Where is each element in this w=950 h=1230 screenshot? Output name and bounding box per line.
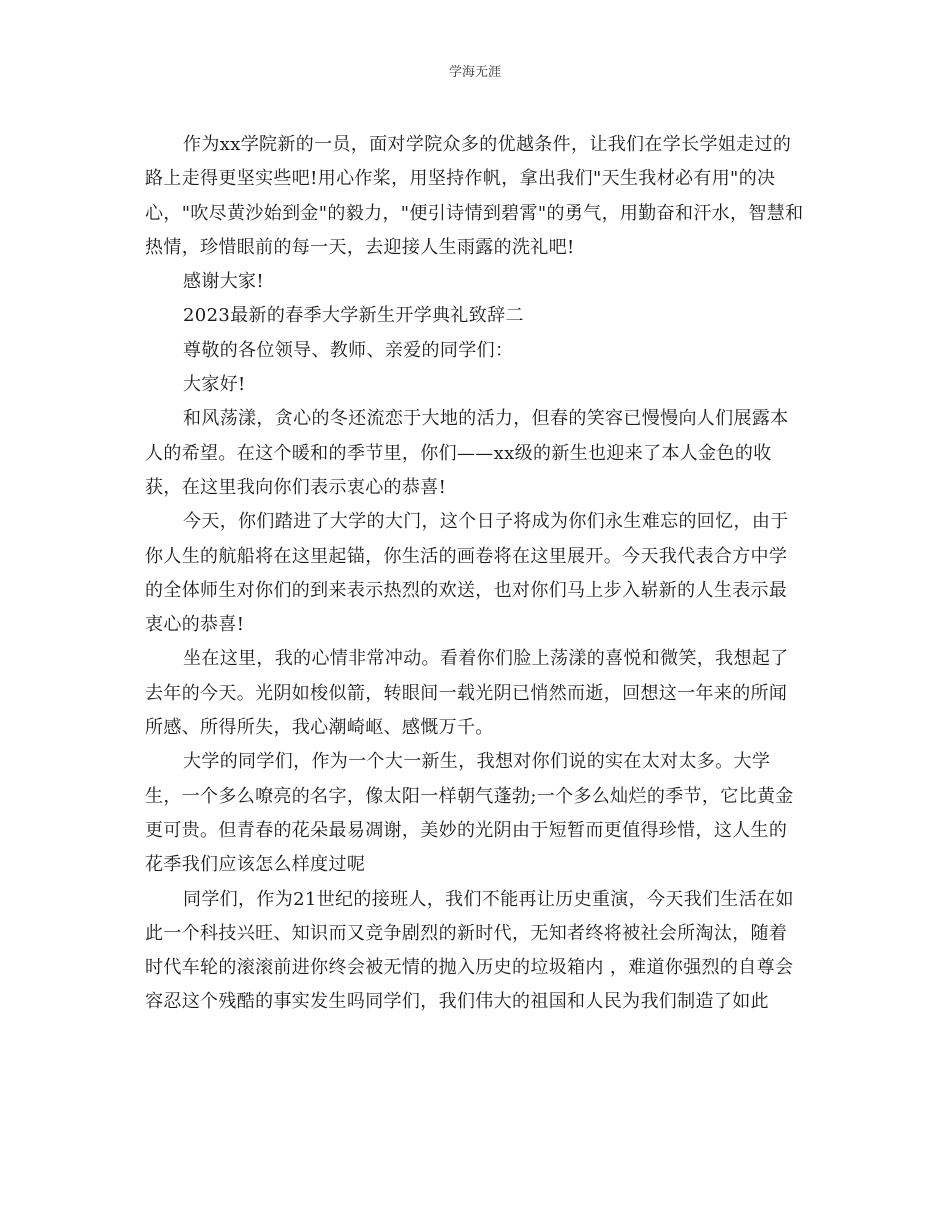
page-header: 学海无涯 bbox=[448, 65, 501, 80]
paragraph: 作为xx学院新的一员，面对学院众多的优越条件，让我们在学长学姐走过的路上走得更坚实些吧!用心作桨，用坚持作帆，拿出我们"天生我材必有用"的决心，"吹尽黄沙始到金"的毅力，"便引诗情到碧霄"的勇气，用勤奋和汗水，智慧和热情，珍惜眼前的每一天，去迎接人生雨露的洗礼吧! bbox=[145, 134, 804, 258]
greeting: 大家好! bbox=[183, 374, 246, 396]
paragraph: 大学的同学们，作为一个大一新生，我想对你们说的实在太对太多。大学生，一个多么嘹亮的名字，像太阳一样朝气蓬勃;一个多么灿烂的季节，它比黄金更可贵。但青春的花朵最易凋谢，美妙的光阴由于短暂而更值得珍惜，这人生的花季我们应该怎么样度过呢 bbox=[145, 751, 794, 876]
section-title: 2023最新的春季大学新生开学典礼致辞二 bbox=[183, 305, 524, 327]
paragraph: 和风荡漾，贪心的冬还流恋于大地的活力，但春的笑容已慢慢向人们展露本人的希望。在这个暖和的季节里，你们——xx级的新生也迎来了本人金色的收获，在这里我向你们表示衷心的恭喜! bbox=[145, 408, 789, 498]
paragraph: 同学们，作为21世纪的接班人，我们不能再让历史重演，今天我们生活在如此一个科技兴旺、知识而又竞争剧烈的新时代，无知者终将被社会所淘汰，随着时代车轮的滚滚前进你终会被无情的抛入历史的垃圾箱内 ，难道你强烈的自尊会容忍这个残酷的事实发生吗同学们，我们伟大的祖国和人民为我们制造了如此 bbox=[145, 888, 794, 1013]
document-body bbox=[145, 128, 805, 1020]
salutation: 尊敬的各位领导、教师、亲爱的同学们： bbox=[183, 339, 514, 361]
paragraph: 今天，你们踏进了大学的大门，这个日子将成为你们永生难忘的回忆，由于你人生的航船将在这里起锚，你生活的画卷将在这里展开。今天我代表合方中学的全体师生对你们的到来表示热烈的欢送，也对你们马上步入崭新的人生表示最衷心的恭喜! bbox=[145, 511, 789, 636]
paragraph: 感谢大家! bbox=[183, 271, 264, 293]
paragraph: 坐在这里，我的心情非常冲动。看着你们脸上荡漾的喜悦和微笑，我想起了去年的今天。光阴如梭似箭，转眼间一载光阴已悄然而逝，回想这一年来的所闻所感、所得所失，我心潮崎岖、感慨万千。 bbox=[145, 648, 789, 739]
